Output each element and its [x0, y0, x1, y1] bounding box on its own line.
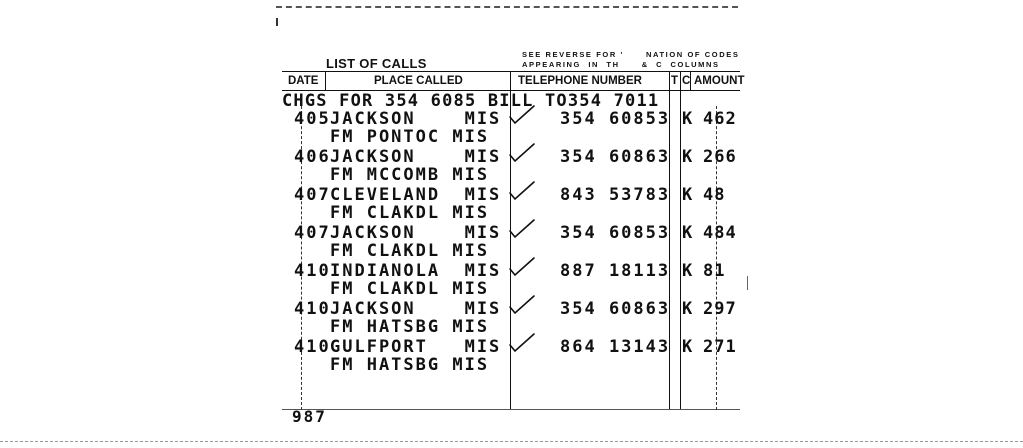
- header-date: DATE: [288, 75, 319, 87]
- checkmark-icon: [508, 104, 536, 126]
- call-code: K: [682, 223, 693, 243]
- call-phone: 864 13143: [560, 337, 671, 357]
- checkmark-icon: [508, 218, 536, 240]
- codes-note-line2: APPEARING IN TH & C COLUMNS: [522, 59, 720, 69]
- call-code: K: [682, 337, 693, 357]
- call-date: 407: [294, 185, 331, 205]
- footer-number: 987: [292, 407, 327, 426]
- call-place: CLEVELAND MIS: [330, 185, 502, 205]
- col-divider-c: [680, 71, 681, 409]
- scan-bottom-edge: [0, 441, 1023, 442]
- call-amount: 81: [703, 261, 726, 281]
- call-from: FM HATSBG MIS: [330, 355, 490, 375]
- call-from: FM HATSBG MIS: [330, 317, 490, 337]
- checkmark-icon: [508, 332, 536, 354]
- call-place: INDIANOLA MIS: [330, 261, 502, 281]
- call-place: JACKSON MIS: [330, 147, 502, 167]
- call-place: JACKSON MIS: [330, 299, 502, 319]
- call-code: K: [682, 299, 693, 319]
- call-amount: 484: [703, 223, 737, 243]
- header-amount: AMOUNT: [694, 75, 745, 87]
- scan-mark: [276, 18, 278, 26]
- call-date: 405: [294, 109, 331, 129]
- call-code: K: [682, 109, 693, 129]
- codes-note-line1: SEE REVERSE FOR ' NATION OF CODES: [522, 50, 740, 59]
- call-date: 410: [294, 337, 331, 357]
- header-t: T: [671, 75, 679, 87]
- call-from: FM CLAKDL MIS: [330, 279, 490, 299]
- call-place: JACKSON MIS: [330, 109, 502, 129]
- call-phone: 354 60863: [560, 147, 671, 167]
- scan-mark: [747, 276, 748, 290]
- call-amount: 462: [703, 109, 737, 129]
- checkmark-icon: [508, 142, 536, 164]
- call-date: 410: [294, 261, 331, 281]
- call-place: GULFPORT MIS: [330, 337, 502, 357]
- call-phone: 354 60853: [560, 223, 671, 243]
- codes-note: [522, 50, 739, 69]
- call-phone: 354 60863: [560, 299, 671, 319]
- header-top-rule: [282, 71, 740, 72]
- call-code: K: [682, 185, 693, 205]
- header-telephone-number: TELEPHONE NUMBER: [518, 75, 642, 87]
- call-from: FM PONTOC MIS: [330, 127, 490, 147]
- call-date: 410: [294, 299, 331, 319]
- call-amount: 266: [703, 147, 737, 167]
- call-amount: 297: [703, 299, 737, 319]
- call-place: JACKSON MIS: [330, 223, 502, 243]
- col-divider-date: [325, 71, 326, 90]
- call-phone: 887 18113: [560, 261, 671, 281]
- call-amount: 48: [703, 185, 726, 205]
- checkmark-icon: [508, 256, 536, 278]
- call-date: 407: [294, 223, 331, 243]
- call-from: FM MCCOMB MIS: [330, 165, 490, 185]
- call-date: 406: [294, 147, 331, 167]
- call-phone: 843 53783: [560, 185, 671, 205]
- scan-top-edge: [276, 6, 738, 8]
- checkmark-icon: [508, 180, 536, 202]
- charges-line: CHGS FOR 354 6085 BILL TO354 7011: [282, 91, 660, 111]
- table-bottom-rule: [282, 409, 740, 410]
- call-amount: 271: [703, 337, 737, 357]
- header-c: C: [682, 75, 691, 87]
- call-from: FM CLAKDL MIS: [330, 241, 490, 261]
- call-phone: 354 60853: [560, 109, 671, 129]
- form-title: LIST OF CALLS: [326, 56, 427, 71]
- call-code: K: [682, 261, 693, 281]
- header-place-called: PLACE CALLED: [374, 75, 463, 87]
- call-code: K: [682, 147, 693, 167]
- call-from: FM CLAKDL MIS: [330, 203, 490, 223]
- checkmark-icon: [508, 294, 536, 316]
